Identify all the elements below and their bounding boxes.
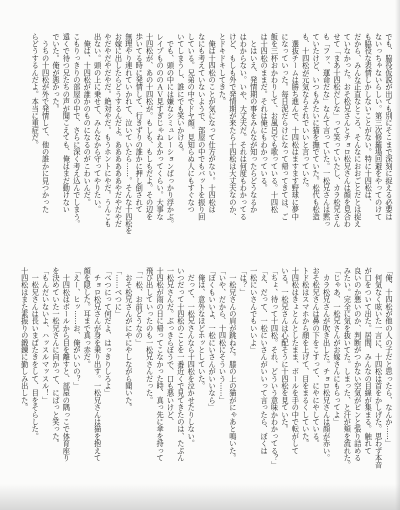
- text-column: はわからない。いや、大丈夫だ。それは何度もわかってる: [239, 33, 249, 221]
- text-column: 十四松はまた素振りの鍛錬に勤しみ出した。: [20, 267, 30, 411]
- text-column: している。兄弟の中でドヤ顔。見知らぬ人にもすぐなつ: [187, 33, 197, 213]
- scan-bottom-shadow: [0, 484, 400, 510]
- text-column: になっていった。毎日泥だらけになって帰ってきては、ご: [280, 33, 290, 221]
- text-column: けど、もしも外で発情期が来たら十四松は大丈夫なのか、: [228, 33, 238, 221]
- text-column: 何気なく呟いた一言に、十四松は首をかしげた。思わず本音: [374, 267, 384, 469]
- text-column: いる。一松兄さんは心配そうに十四松を見ていた。: [280, 267, 290, 433]
- text-column: 俺は、十四松が誰かのものになるのがこわいんだ。: [83, 33, 93, 206]
- text-column: 「もんだいないよ、ハッスルマッスル！」: [41, 267, 51, 404]
- text-column: 十四松はきょとんとしたまま、ボールを手の中で転がして: [291, 267, 301, 455]
- text-column: ないっちゃないらしい。第三次修羅場回避をやってのけて: [374, 33, 384, 221]
- text-column: 無理やり連れていかれて、泣いていたら……。そんな十四松を: [124, 33, 134, 235]
- text-column: でいた。俺が悪かった。: [52, 33, 61, 113]
- text-column: いてしまうし、誰にでも笑いかける。: [176, 33, 186, 156]
- text-column: 選抜チームは勝ち進んで、十四松はますます野球に夢中: [291, 33, 301, 221]
- text-column: 一松兄さんは長いまばたきをして、目をそらした。: [31, 267, 41, 440]
- text-column: 「いや、だから、十四松にそういう……」: [218, 267, 228, 404]
- text-column: も「フッ、運命だな」なんて言っていた。一松兄さんは黙っ: [322, 33, 332, 228]
- text-column: 「べつにって何だよ、はっきりしろよ」: [104, 267, 114, 397]
- text-column: 「は？」: [239, 267, 249, 296]
- scan-edge-shadow: [395, 0, 400, 510]
- text-column: は十四松のままだ。それは俺にもわかっている。: [260, 33, 270, 192]
- text-column: なにも考えていないようで、部屋の中でもバットを振り回: [197, 33, 207, 221]
- text-column: 飛び出していったのも一松兄さんだった。: [145, 267, 155, 404]
- text-column: 「じゃあ、一松兄さんがお嫁さんにもらってよ」: [332, 267, 342, 426]
- text-column: 俺は、意外なほどホッとしていた。: [197, 267, 207, 390]
- text-column: 良いのか悪いのか、判断がつかない空気がピンと張り詰める: [353, 267, 363, 462]
- text-column: せて「まあ十四松だしな」って笑っていたし、カラ松兄さん: [332, 33, 342, 228]
- text-column: ていなかった。おそ松兄さんとチョロ松兄さんは顔を見合わ: [343, 33, 353, 228]
- text-column: お嫁に出したらどうするんだよ。ああああああやだやだやだ: [114, 33, 124, 228]
- upper-text-block: [8, 33, 394, 239]
- text-column: 「え、だって、一松にいさんがいいって言ったら、ぼくは: [260, 267, 270, 455]
- text-column: レイプものののＡＶ見すぎじゃねえかってくらい。大事な: [156, 33, 166, 221]
- text-column: 十四松が雨の日に帰ってこなかった時、真っ先に傘を持って: [156, 267, 166, 462]
- text-column: ていたけど、いつもみたいに猫を撫でていた。松代も松造: [312, 33, 322, 221]
- text-column: が口をついて出た。居間、みんなの目線が集まる。触れて: [364, 267, 374, 455]
- text-column: だって、一松兄さんなら十四松を泣かせたりしない。: [187, 267, 197, 447]
- text-column: やだやだやだやだ。絶対やだ。もうホントにやだ。うんこも: [104, 33, 114, 228]
- text-column: こもりっきりの部屋の中で、さらに深く考え込んでしまう。: [72, 33, 82, 228]
- text-column: チョロ松兄さんが身を乗り出す。一松兄さんは猫を抱えて: [93, 267, 103, 462]
- text-column: 一松兄さんの肩が跳ねた。膝の上の猫がにゃあと鳴いた。: [228, 267, 238, 462]
- text-column: みたい。完全に気を抜いてた。しまった、と汗が頬を流れた。: [343, 267, 353, 469]
- text-column: おそ松兄さんがにやにやしながら聞いた。: [124, 267, 134, 411]
- text-column: とドキドキしてきた。: [218, 33, 228, 105]
- text-column: 俺は十四松のことが気になって仕方がない。十四松は: [208, 33, 218, 213]
- text-column: 顔を隠した。耳まで真っ赤だ。: [83, 267, 93, 368]
- text-column: を決めていた一松兄さんに向かって、にぱっと笑った。: [52, 267, 61, 447]
- text-column: とはいえ、発情期の事をみんなが知ったらどうなるか: [249, 33, 259, 213]
- text-column: トド松はスマホから顔を上げて、目をまるくしていた。: [301, 267, 311, 447]
- text-column: でも、頭の中には嫌なシミュレーションばっかり浮かぶ。: [166, 33, 176, 228]
- text-column: 歩いてる時に発情して、行きずりの誰かに押し倒されて: [135, 33, 145, 213]
- text-column: 十四松はボールから目を離すと、部屋の隅っこで体育座り: [62, 267, 72, 462]
- text-column: 一松にいさんでもいいよ」: [249, 267, 259, 354]
- text-column: 「ちょ、待って十四松。それ、どういう意味かわかってる？」: [270, 267, 280, 469]
- text-column: おそ松兄さんは鼻の下をこすって、にやにやしている。: [312, 267, 322, 447]
- text-column: でも、脇役仮説が出ても別にそこまで深刻に捉える必要は: [385, 33, 394, 221]
- text-column: いつだって十四松のことを一番近くで見てきたのは、たぶん: [176, 267, 186, 462]
- text-column: らどうするんだよ。本当に重症だ。: [31, 33, 41, 149]
- text-column: カラ松兄さんが吹き出した。チョロ松兄さんは顔が赤い。: [322, 267, 332, 462]
- text-column: だから、みんな正直なところ、そんなにおおごとだとは捉え: [353, 33, 363, 228]
- text-column: 十四松が、あの十四松が。もしも、もしもだよ。その辺を: [145, 33, 155, 221]
- text-column: も、十四松が元気ならそれでいいと言っていた。: [301, 33, 311, 192]
- text-column: 「……べつに」: [114, 267, 124, 318]
- text-column: 「えー、ヒッ……お、俺がいいの？」: [72, 267, 82, 390]
- text-column: 出ない。頭の上に乗せて、みんなから守ってやりたい。: [93, 33, 103, 213]
- text-column: 遠くで待つ兄たちの声が聞こえても、俺はまだ動けない: [62, 33, 72, 213]
- text-column: 「ぼくもいいよ、一松にいさんがいいなら」: [208, 267, 218, 411]
- text-column: 飯を三杯おかわりして、お風呂でも歌っている。十四松: [270, 33, 280, 213]
- lower-text-block: [8, 267, 394, 473]
- text-column: うちの十四松が外で発情して、他の誰かに見つかった: [41, 33, 51, 213]
- text-column: 一松兄さんだ。ぶっきらぼうで、口も悪いけど、: [166, 267, 176, 426]
- text-column: 「一松、お前どうなの」: [135, 267, 145, 347]
- text-column: も脇役な表情しかしないことがない。特に十四松は、: [364, 33, 374, 206]
- text-column: 「俺、十四松が他の人の子だと思ったら、なんか……」: [385, 267, 394, 447]
